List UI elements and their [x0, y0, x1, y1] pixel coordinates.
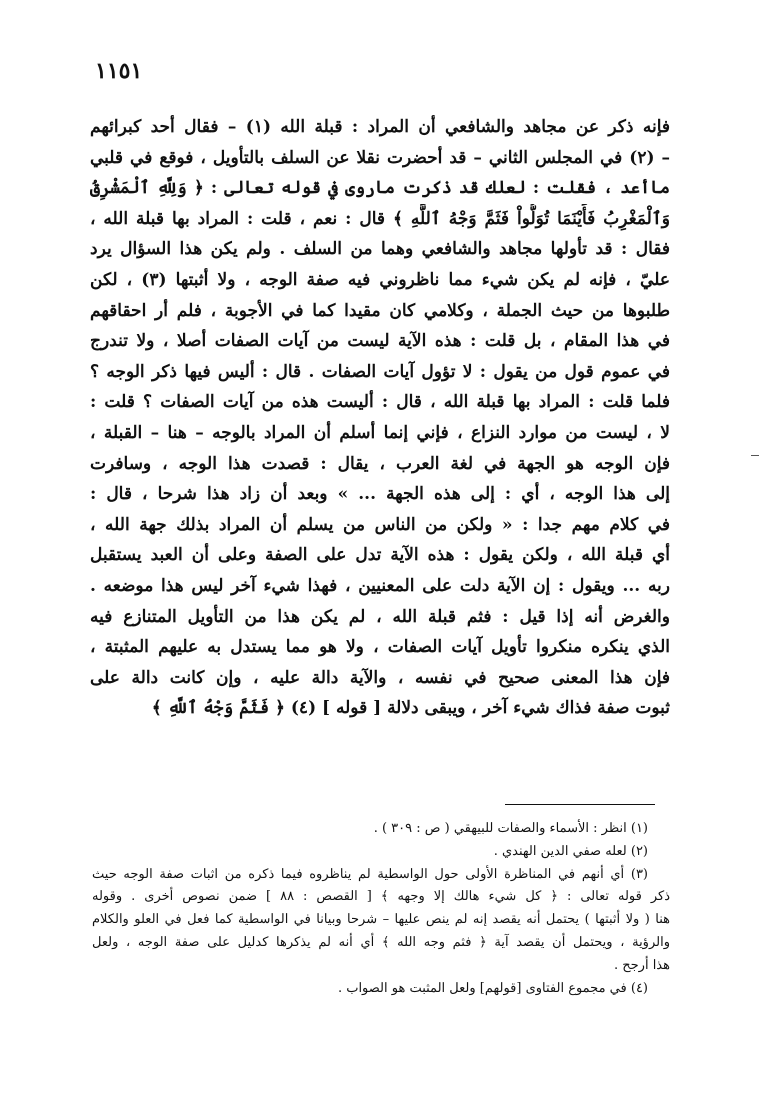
text-line: فإن الوجه هو الجهة في لغة العرب ، يقال : قصدت هذا الوجه ، وسافرت	[90, 453, 670, 474]
footnotes	[92, 818, 670, 1000]
text-line: أي قبلة الله ، ولكن يقول : هذه الآية تدل على الصفة وعلى أن العبد يستقبل	[90, 545, 670, 566]
footnote-line: والرؤية ، ويحتمل أن يقصد آية ﴿ فثم وجه الله ﴾ أي أنه لم يذكرها كدليل على صفة الوجه ، ولعل	[92, 934, 670, 950]
footnote-line: ذكر قوله تعالى : ﴿ كل شيء هالك إلا وجهه ﴾ [ القصص : ٨٨ ] ضمن نصوص أخرى . وقوله	[92, 889, 670, 905]
footnote-line: (١) انظر : الأسماء والصفات للبيهقي ( ص : ٣٠٩ ) .	[373, 821, 648, 836]
footnote-line: (٣) أي أنهم في المناظرة الأولى حول الواسطية لم يناظروه فيما ذكره من اثبات صفة الوجه حيث	[92, 866, 648, 882]
text-line: ربه ... ويقول : إن الآية دلت على المعنيين ، فهذا شيء آخر ليس هذا موضعه .	[90, 575, 670, 596]
footnote-line: (٢) لعله صفي الدين الهندي .	[493, 843, 648, 859]
text-line: طلبوها من حيث الجملة ، وكلامي كان مقيدا كما في الأجوبة ، فلم أر احقاقهم	[90, 300, 670, 321]
text-line: لا ، ليست من موارد النزاع ، فإني إنما أسلم أن المراد بالوجه – هنا – القبلة ،	[90, 422, 670, 443]
text-line: فإنه ذكر عن مجاهد والشافعي أن المراد : قبلة الله (١) – فقال أحد كبرائهم	[90, 117, 670, 137]
footnote-line: هنا ( ولا أثبتها ) يحتمل أنه يقصد إنه لم ينص عليها – شرحا وبيانا في الواسطية كما فعل في العلو والكلام	[92, 912, 670, 928]
text-line: والغرض أنه إذا قيل : فثم قبلة الله ، لم يكن هذا من التأويل المتنازع فيه	[90, 606, 670, 627]
text-line: – (٢) في المجلس الثاني – قد أحضرت نقلا عن السلف بالتأويل ، فوقع في قلبي	[90, 147, 670, 168]
text-line: الذي ينكره منكروا تأويل آيات الصفات ، ولا هو مما يستدل به عليهم المثبتة ،	[90, 637, 670, 658]
footnote-line: هذا أرجح .	[613, 957, 670, 973]
text-line: فقال : قد تأولها مجاهد والشافعي وهما من السلف . ولم يكن هذا السؤال يرد	[90, 239, 670, 260]
page-number: ١١٥١	[95, 58, 143, 84]
text-line: في عموم قول من يقول : لا تؤول آيات الصفات . قال : أليس فيها ذكر الوجه ؟	[90, 361, 670, 382]
text-line: وَٱلْمَغْرِبُ فَأَيْنَمَا تُوَلُّواْ فَثَمَّ وَجْهُ ٱللَّهِ ﴾ قال : نعم ، قلت : المراد بها قبلة الله ،	[90, 208, 670, 229]
scan-edge-mark	[751, 455, 759, 456]
main-text	[90, 112, 670, 724]
text-line: ماأعد ، فقلت : لعلك قد ذكرت ماروى في قوله تعالى : ﴿ وَلِلَّهِ ٱلْمَشْرِقُ	[90, 178, 670, 199]
text-line: في كلام مهم جدا : « ولكن من الناس من يسلم أن المراد بذلك جهة الله ،	[90, 514, 670, 535]
footnote-line: (٤) في مجموع الفتاوى [قولهم] ولعل المثبت هو الصواب .	[337, 980, 648, 996]
text-line: ثبوت صفة فذاك شيء آخر ، ويبقى دلالة [ قوله ] (٤) ﴿ فَثَمَّ وَجْهُ ٱللَّهِ ﴾	[151, 698, 670, 719]
text-line: عليّ ، فإنه لم يكن شيء مما ناظروني فيه صفة الوجه ، ولا أثبتها (٣) ، لكن	[90, 269, 670, 290]
text-line: فلما قلت : المراد بها قبلة الله ، قال : أليست هذه من آيات الصفات ؟ قلت :	[90, 392, 670, 413]
text-line: إلى هذا الوجه ، أي : إلى هذه الجهة ... » وبعد أن زاد هذا شرحا ، قال :	[90, 484, 670, 505]
text-line: فإن هذا المعنى صحيح في نفسه ، والآية دالة عليه ، وإن كانت دالة على	[90, 667, 670, 688]
footnote-separator	[505, 804, 655, 805]
text-line: في هذا المقام ، بل قلت : هذه الآية ليست من آيات الصفات أصلا ، ولا تندرج	[90, 331, 670, 352]
